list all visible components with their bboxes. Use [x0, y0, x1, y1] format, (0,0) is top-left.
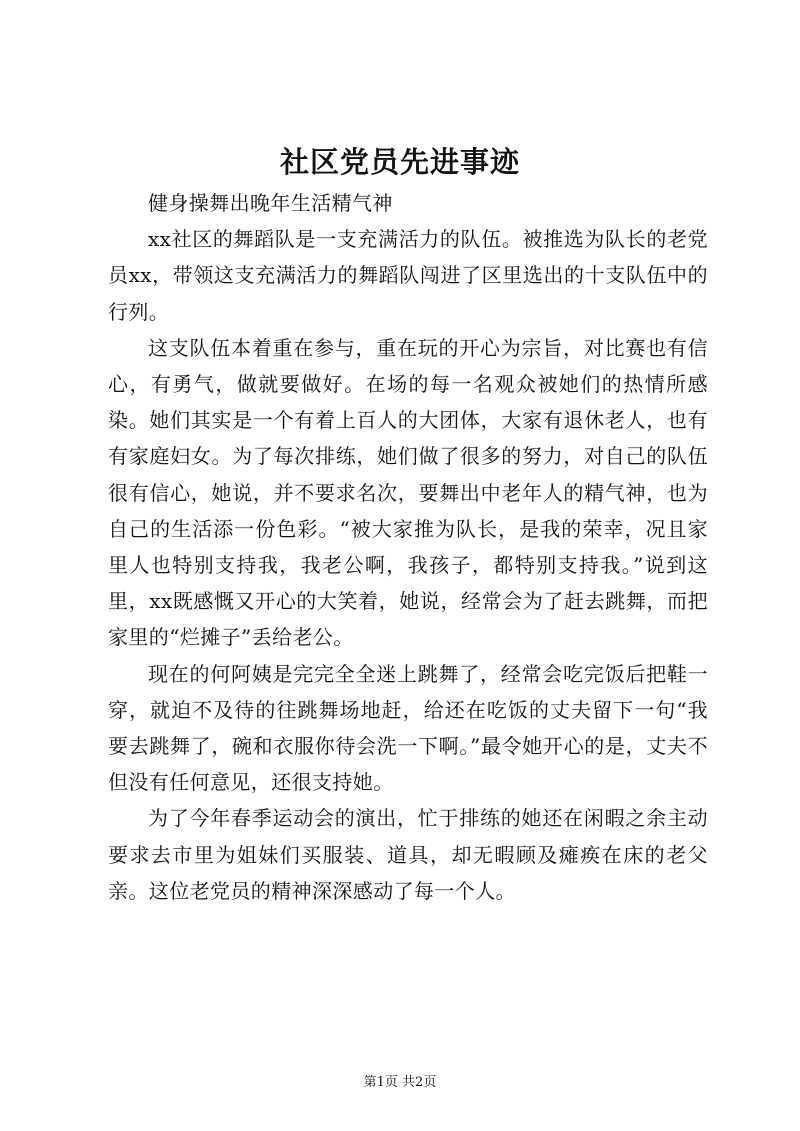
- document-title: 社区党员先进事迹: [279, 145, 520, 179]
- document-body: [108, 185, 708, 909]
- paragraph: 这支队伍本着重在参与，重在玩的开心为宗旨，对比赛也有信心，有勇气，做就要做好。在场的每一名观众被她们的热情所感染。她们其实是一个有着上百人的大团体，大家有退休老人，也有有家庭妇女。为了每次排练，她们做了很多的努力，对自己的队伍很有信心，她说，并不要求名次，要舞出中老年人的精气神，也为自己的生活添一份色彩。“被大家推为队长，是我的荣幸，况且家里人也特别支持我，我老公啊，我孩子，都特别支持我。”说到这里，xx既感慨又开心的大笑着，她说，经常会为了赶去跳舞，而把家里的“烂摊子”丢给老公。: [108, 335, 708, 650]
- paragraph: xx社区的舞蹈队是一支充满活力的队伍。被推选为队长的老党员xx，带领这支充满活力的舞蹈队闯进了区里选出的十支队伍中的行列。: [108, 227, 708, 324]
- paragraph: 现在的何阿姨是完完全全迷上跳舞了，经常会吃完饭后把鞋一穿，就迫不及待的往跳舞场地赶，给还在吃饭的丈夫留下一句“我要去跳舞了，碗和衣服你待会洗一下啊。”最令她开心的是，丈夫不但没有任何意见，还很支持她。: [108, 661, 708, 795]
- page-number-footer: 第1页 共2页: [363, 1075, 437, 1090]
- paragraph: 为了今年春季运动会的演出，忙于排练的她还在闲暇之余主动要求去市里为姐妹们买服装、道具，却无暇顾及瘫痪在床的老父亲。这位老党员的精神深深感动了每一个人。: [108, 806, 708, 903]
- paragraph-subtitle: 健身操舞出晚年生活精气神: [148, 191, 393, 215]
